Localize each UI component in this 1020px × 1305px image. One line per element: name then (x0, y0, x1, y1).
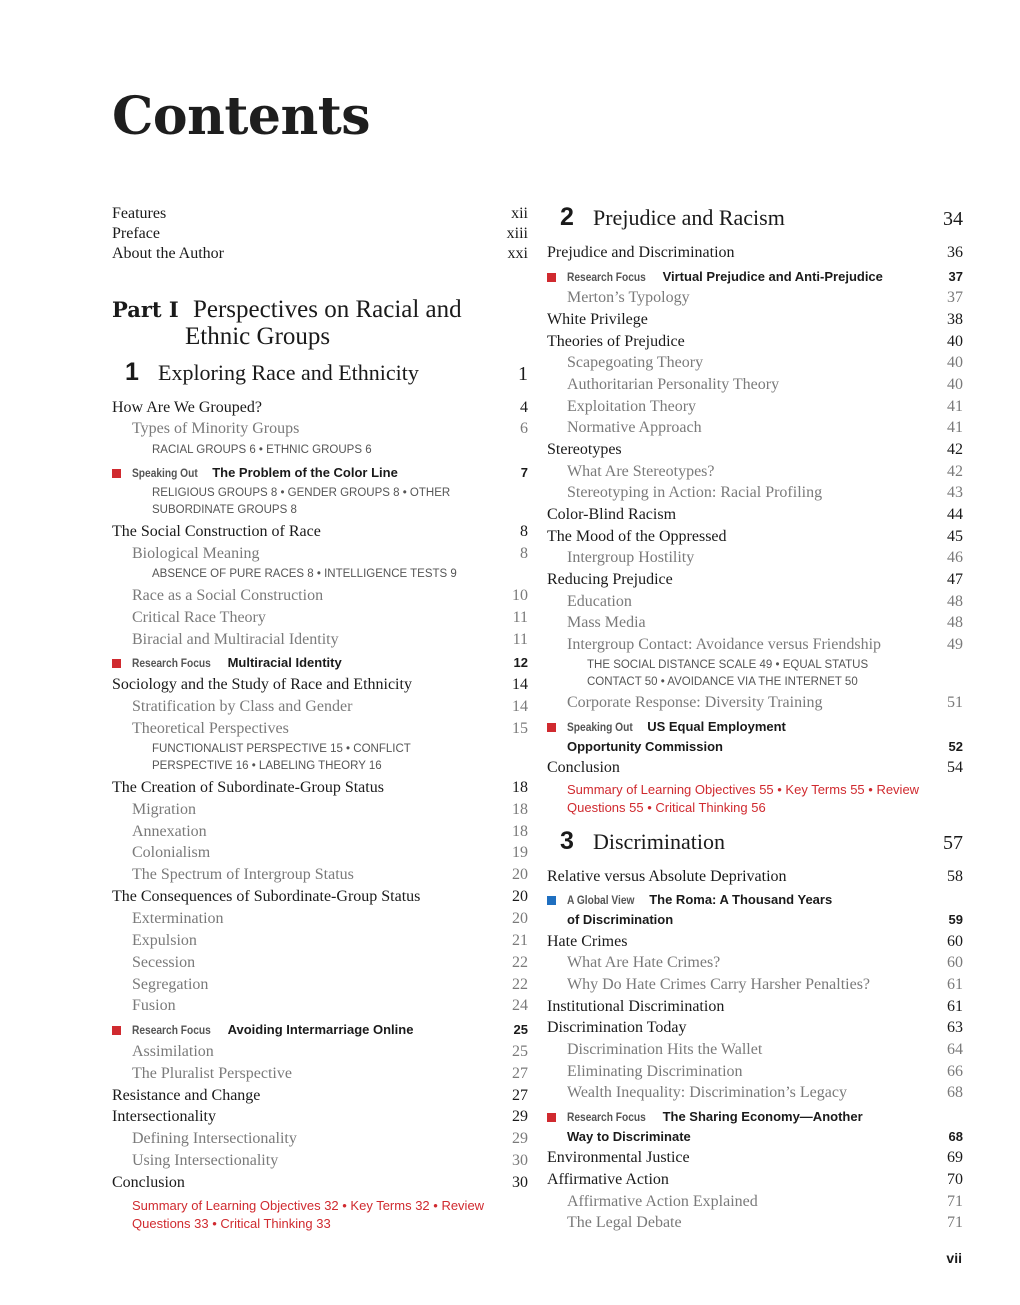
toc-subentry[interactable] (112, 545, 528, 563)
entry-page: 37 (948, 269, 963, 284)
entry-title: Intersectionality (112, 1108, 216, 1125)
toc-subentry[interactable] (112, 698, 528, 716)
entry-page: 68 (947, 1084, 963, 1101)
chapter-heading[interactable] (112, 358, 528, 387)
toc-minor-entries: RACIAL GROUPS 6 • ETHNIC GROUPS 6 (152, 444, 372, 456)
toc-subentry[interactable] (112, 801, 528, 819)
toc-subentry[interactable] (112, 910, 528, 928)
entry-page: 20 (512, 888, 528, 905)
entry-title: The Legal Debate (567, 1214, 682, 1231)
entry-page: 46 (947, 549, 963, 566)
entry-page: 61 (947, 976, 963, 993)
entry-title: Education (567, 593, 632, 610)
entry-page: 30 (512, 1152, 528, 1169)
toc-subentry[interactable] (112, 420, 528, 438)
entry-page: 22 (512, 954, 528, 971)
toc-subentry[interactable] (547, 289, 963, 307)
entry-page: 68 (948, 1129, 963, 1144)
entry-title: Preface (112, 225, 160, 242)
toc-subentry[interactable] (547, 398, 963, 416)
toc-entry[interactable] (112, 205, 528, 223)
feature-label: Speaking Out (132, 466, 198, 480)
entry-page: 71 (947, 1193, 963, 1210)
entry-page: 41 (947, 398, 963, 415)
entry-title: What Are Hate Crimes? (567, 954, 721, 971)
entry-page: 48 (947, 614, 963, 631)
feature-title-line1: The Roma: A Thousand Years (649, 892, 833, 907)
chapter-title: Prejudice and Racism (593, 205, 785, 230)
feature-title-line2: Way to Discriminate (567, 1129, 691, 1144)
entry-page: 52 (948, 739, 963, 754)
entry-page: 24 (512, 997, 528, 1014)
feature-title-line2: Opportunity Commission (567, 739, 723, 754)
entry-title: Stratification by Class and Gender (132, 698, 353, 715)
chapter-heading[interactable] (547, 203, 963, 232)
entry-title: Expulsion (132, 932, 197, 949)
toc-subentry[interactable] (547, 593, 963, 611)
entry-title: Theories of Prejudice (547, 333, 685, 350)
entry-page: 30 (512, 1174, 528, 1191)
entry-title: Intergroup Hostility (567, 549, 695, 566)
toc-subentry[interactable] (547, 1084, 963, 1102)
entry-title: Stereotyping in Action: Racial Profiling (567, 484, 823, 501)
entry-title: Annexation (132, 823, 207, 840)
toc-entry[interactable] (112, 888, 528, 906)
toc-subentry[interactable] (112, 587, 528, 605)
entry-title: The Spectrum of Intergroup Status (132, 866, 354, 883)
entry-title: Affirmative Action (547, 1171, 669, 1188)
chapter-title: Discrimination (593, 829, 725, 854)
entry-title: Intergroup Contact: Avoidance versus Friendship (567, 636, 882, 653)
entry-title: Environmental Justice (547, 1149, 690, 1166)
toc-entry[interactable] (547, 1149, 963, 1167)
entry-title: Migration (132, 801, 196, 818)
entry-title: Color-Blind Racism (547, 506, 677, 523)
entry-page: 21 (512, 932, 528, 949)
toc-subentry[interactable] (547, 954, 963, 972)
toc-entry[interactable] (547, 506, 963, 524)
red-square-icon (112, 1026, 121, 1035)
entry-title: About the Author (112, 245, 224, 262)
entry-title: The Social Construction of Race (112, 523, 321, 540)
entry-title: Relative versus Absolute Deprivation (547, 868, 787, 885)
toc-subentry[interactable] (547, 376, 963, 394)
entry-page: 64 (947, 1041, 963, 1058)
entry-title: Sociology and the Study of Race and Ethnicity (112, 676, 412, 693)
feature-label: Speaking Out (567, 720, 633, 734)
entry-title: Normative Approach (567, 419, 702, 436)
entry-title: The Mood of the Oppressed (547, 528, 727, 545)
toc-minor-entries: ABSENCE OF PURE RACES 8 • INTELLIGENCE TESTS 9 (152, 568, 457, 580)
toc-subentry[interactable] (112, 976, 528, 994)
entry-page: 10 (512, 587, 528, 604)
entry-page: 47 (947, 571, 963, 588)
entry-page: 37 (947, 289, 963, 306)
entry-page: 6 (520, 420, 528, 437)
feature-label: Research Focus (567, 270, 646, 284)
toc-entry[interactable] (547, 1171, 963, 1189)
entry-page: 4 (520, 399, 528, 416)
toc-entry[interactable] (112, 1174, 528, 1192)
feature-title: Avoiding Intermarriage Online (227, 1022, 414, 1037)
toc-minor-entries: THE SOCIAL DISTANCE SCALE 49 • EQUAL STATUS CONTACT 50 • AVOIDANCE VIA THE INTERNET 50 (587, 659, 869, 688)
entry-title: Types of Minority Groups (132, 420, 300, 437)
entry-title: White Privilege (547, 311, 648, 328)
chapter-page: 34 (943, 208, 963, 230)
entry-title: Merton’s Typology (567, 289, 690, 306)
entry-title: Biological Meaning (132, 545, 260, 562)
toc-subentry[interactable] (547, 463, 963, 481)
entry-page: 43 (947, 484, 963, 501)
entry-title: Reducing Prejudice (547, 571, 673, 588)
entry-page: 38 (947, 311, 963, 328)
entry-title: Why Do Hate Crimes Carry Harsher Penalties? (567, 976, 871, 993)
toc-entry[interactable] (547, 311, 963, 329)
toc-entry[interactable] (112, 1108, 528, 1126)
entry-title: Institutional Discrimination (547, 998, 725, 1015)
entry-page: 8 (520, 523, 528, 540)
feature-label: Research Focus (132, 1023, 211, 1037)
entry-title: The Pluralist Perspective (132, 1065, 292, 1082)
chapter-number: 2 (560, 203, 574, 231)
toc-subentry[interactable] (547, 1193, 963, 1211)
entry-title: Race as a Social Construction (132, 587, 324, 604)
toc-entry[interactable] (112, 779, 528, 797)
entry-page: 66 (947, 1063, 963, 1080)
entry-title: Resistance and Change (112, 1087, 261, 1104)
entry-page: 18 (512, 823, 528, 840)
entry-page: 40 (947, 333, 963, 350)
entry-title: Theoretical Perspectives (132, 720, 289, 737)
entry-page: xiii (506, 225, 528, 242)
entry-title: Using Intersectionality (132, 1152, 279, 1169)
entry-page: 25 (513, 1022, 528, 1037)
entry-page: 22 (512, 976, 528, 993)
entry-page: 70 (947, 1171, 963, 1188)
entry-page: 7 (520, 465, 528, 480)
page-number: vii (946, 1250, 962, 1266)
chapter-summary-links[interactable]: Summary of Learning Objectives 32 • Key Terms 32 • Review Questions 33 • Critical Thinking 33 (132, 1198, 485, 1231)
entry-page: 36 (947, 244, 963, 261)
entry-page: 40 (947, 376, 963, 393)
toc-subentry[interactable] (112, 631, 528, 649)
toc-entry[interactable] (547, 571, 963, 589)
entry-page: 18 (512, 801, 528, 818)
entry-page: 15 (512, 720, 528, 737)
entry-page: xxi (507, 245, 528, 262)
part-title-line2: Ethnic Groups (185, 323, 331, 350)
toc-entry[interactable] (112, 523, 528, 541)
entry-title: Authoritarian Personality Theory (567, 376, 780, 393)
toc-subentry[interactable] (112, 1152, 528, 1170)
toc-subentry[interactable] (112, 1065, 528, 1083)
entry-page: 20 (512, 910, 528, 927)
toc-subentry[interactable] (547, 1214, 963, 1232)
toc-entry[interactable] (112, 676, 528, 694)
entry-title: Corporate Response: Diversity Training (567, 694, 823, 711)
entry-title: Colonialism (132, 844, 211, 861)
entry-page: 71 (947, 1214, 963, 1231)
feature-label: A Global View (567, 893, 635, 907)
toc-subentry[interactable] (547, 614, 963, 632)
entry-page: 60 (947, 954, 963, 971)
toc-minor-entries: RELIGIOUS GROUPS 8 • GENDER GROUPS 8 • OTHER SUBORDINATE GROUPS 8 (152, 487, 451, 516)
entry-page: 11 (512, 631, 528, 648)
chapter-heading[interactable] (547, 827, 963, 856)
toc-entry[interactable] (547, 933, 963, 951)
toc-entry[interactable] (547, 998, 963, 1016)
part-heading (112, 296, 462, 324)
entry-page: 48 (947, 593, 963, 610)
entry-page: 69 (947, 1149, 963, 1166)
toc-entry[interactable] (547, 333, 963, 351)
toc-entry[interactable] (547, 759, 963, 777)
entry-title: Scapegoating Theory (567, 354, 704, 371)
feature-title-line1: US Equal Employment (647, 719, 786, 734)
part-label: Part I (112, 297, 179, 322)
entry-page: 59 (948, 912, 963, 927)
entry-title: Fusion (132, 997, 176, 1014)
chapter-number: 3 (560, 827, 574, 855)
chapter-title: Exploring Race and Ethnicity (158, 360, 419, 385)
entry-title: Exploitation Theory (567, 398, 697, 415)
toc-subentry[interactable] (547, 1041, 963, 1059)
entry-page: 42 (947, 441, 963, 458)
feature-title: The Problem of the Color Line (212, 465, 398, 480)
entry-page: 44 (947, 506, 963, 523)
entry-page: 63 (947, 1019, 963, 1036)
chapter-page: 1 (518, 363, 528, 385)
toc-subentry[interactable] (112, 1130, 528, 1148)
entry-page: 54 (947, 759, 963, 776)
entry-title: Wealth Inequality: Discrimination’s Legacy (567, 1084, 847, 1101)
entry-title: What Are Stereotypes? (567, 463, 715, 480)
toc-subentry[interactable] (547, 1063, 963, 1081)
entry-page: 14 (512, 698, 528, 715)
entry-page: 40 (947, 354, 963, 371)
entry-title: Affirmative Action Explained (567, 1193, 758, 1210)
toc-subentry[interactable] (547, 976, 963, 994)
entry-page: 8 (520, 545, 528, 562)
toc-subentry[interactable] (112, 866, 528, 884)
toc-subentry[interactable] (547, 484, 963, 502)
toc-subentry[interactable] (112, 609, 528, 627)
entry-page: 45 (947, 528, 963, 545)
entry-page: 41 (947, 419, 963, 436)
entry-title: Prejudice and Discrimination (547, 244, 735, 261)
entry-page: 14 (512, 676, 528, 693)
entry-title: Discrimination Today (547, 1019, 687, 1036)
entry-page: xii (511, 205, 528, 222)
feature-title: Virtual Prejudice and Anti-Prejudice (662, 269, 883, 284)
entry-title: Stereotypes (547, 441, 622, 458)
toc-subentry[interactable] (547, 694, 963, 712)
entry-page: 27 (512, 1087, 528, 1104)
red-square-icon (547, 723, 556, 732)
toc-subentry[interactable] (112, 844, 528, 862)
entry-title: How Are We Grouped? (112, 399, 262, 416)
toc-subentry[interactable] (547, 549, 963, 567)
entry-title: Assimilation (132, 1043, 214, 1060)
toc-entry[interactable] (112, 245, 528, 263)
toc-entry[interactable] (547, 868, 963, 886)
entry-title: The Consequences of Subordinate-Group Status (112, 888, 421, 905)
toc-subentry[interactable] (547, 419, 963, 437)
toc-entry[interactable] (547, 528, 963, 546)
entry-page: 25 (512, 1043, 528, 1060)
red-square-icon (547, 273, 556, 282)
entry-title: Critical Race Theory (132, 609, 266, 626)
entry-page: 29 (512, 1108, 528, 1125)
entry-page: 12 (513, 655, 528, 670)
entry-title: Mass Media (567, 614, 646, 631)
blue-square-icon (547, 896, 556, 905)
entry-title: Hate Crimes (547, 933, 628, 950)
entry-title: Conclusion (547, 759, 620, 776)
feature-label: Research Focus (567, 1110, 646, 1124)
part-title-line1: Perspectives on Racial and (192, 296, 462, 323)
feature-title-line1: The Sharing Economy—Another (662, 1109, 863, 1124)
entry-page: 29 (512, 1130, 528, 1147)
chapter-page: 57 (943, 832, 963, 854)
entry-title: Biracial and Multiracial Identity (132, 631, 339, 648)
page-title: Contents (112, 86, 371, 147)
entry-title: Secession (132, 954, 196, 971)
toc-entry[interactable] (112, 399, 528, 417)
toc-subentry[interactable] (112, 997, 528, 1015)
toc-subentry[interactable] (112, 954, 528, 972)
entry-page: 49 (947, 636, 963, 653)
toc-entry[interactable] (547, 441, 963, 459)
entry-title: Discrimination Hits the Wallet (567, 1041, 763, 1058)
entry-page: 42 (947, 463, 963, 480)
toc-subentry[interactable] (547, 354, 963, 372)
entry-title: Features (112, 205, 167, 222)
entry-page: 11 (512, 609, 528, 626)
red-square-icon (112, 659, 121, 668)
entry-page: 18 (512, 779, 528, 796)
entry-page: 60 (947, 933, 963, 950)
entry-title: Conclusion (112, 1174, 185, 1191)
red-square-icon (112, 469, 121, 478)
feature-title-line2: of Discrimination (567, 912, 674, 927)
toc-entry[interactable] (112, 1087, 528, 1105)
toc-subentry[interactable] (112, 720, 528, 738)
entry-page: 61 (947, 998, 963, 1015)
toc-entry[interactable] (547, 1019, 963, 1037)
chapter-summary-links[interactable]: Summary of Learning Objectives 55 • Key Terms 55 • Review Questions 55 • Critical Thinking 56 (567, 782, 920, 815)
toc-subentry[interactable] (112, 932, 528, 950)
feature-title: Multiracial Identity (227, 655, 342, 670)
toc-subentry[interactable] (112, 823, 528, 841)
entry-page: 20 (512, 866, 528, 883)
toc-subentry[interactable] (547, 636, 963, 654)
red-square-icon (547, 1113, 556, 1122)
entry-page: 19 (512, 844, 528, 861)
entry-title: Extermination (132, 910, 224, 927)
toc-minor-entries: FUNCTIONALIST PERSPECTIVE 15 • CONFLICT PERSPECTIVE 16 • LABELING THEORY 16 (152, 743, 411, 772)
toc-entry[interactable] (112, 225, 528, 243)
entry-title: Defining Intersectionality (132, 1130, 297, 1147)
entry-title: The Creation of Subordinate-Group Status (112, 779, 384, 796)
entry-title: Segregation (132, 976, 209, 993)
entry-page: 27 (512, 1065, 528, 1082)
feature-label: Research Focus (132, 656, 211, 670)
entry-page: 58 (947, 868, 963, 885)
toc-entry[interactable] (547, 244, 963, 262)
chapter-number: 1 (125, 358, 139, 386)
entry-page: 51 (947, 694, 963, 711)
toc-subentry[interactable] (112, 1043, 528, 1061)
entry-title: Eliminating Discrimination (567, 1063, 743, 1080)
